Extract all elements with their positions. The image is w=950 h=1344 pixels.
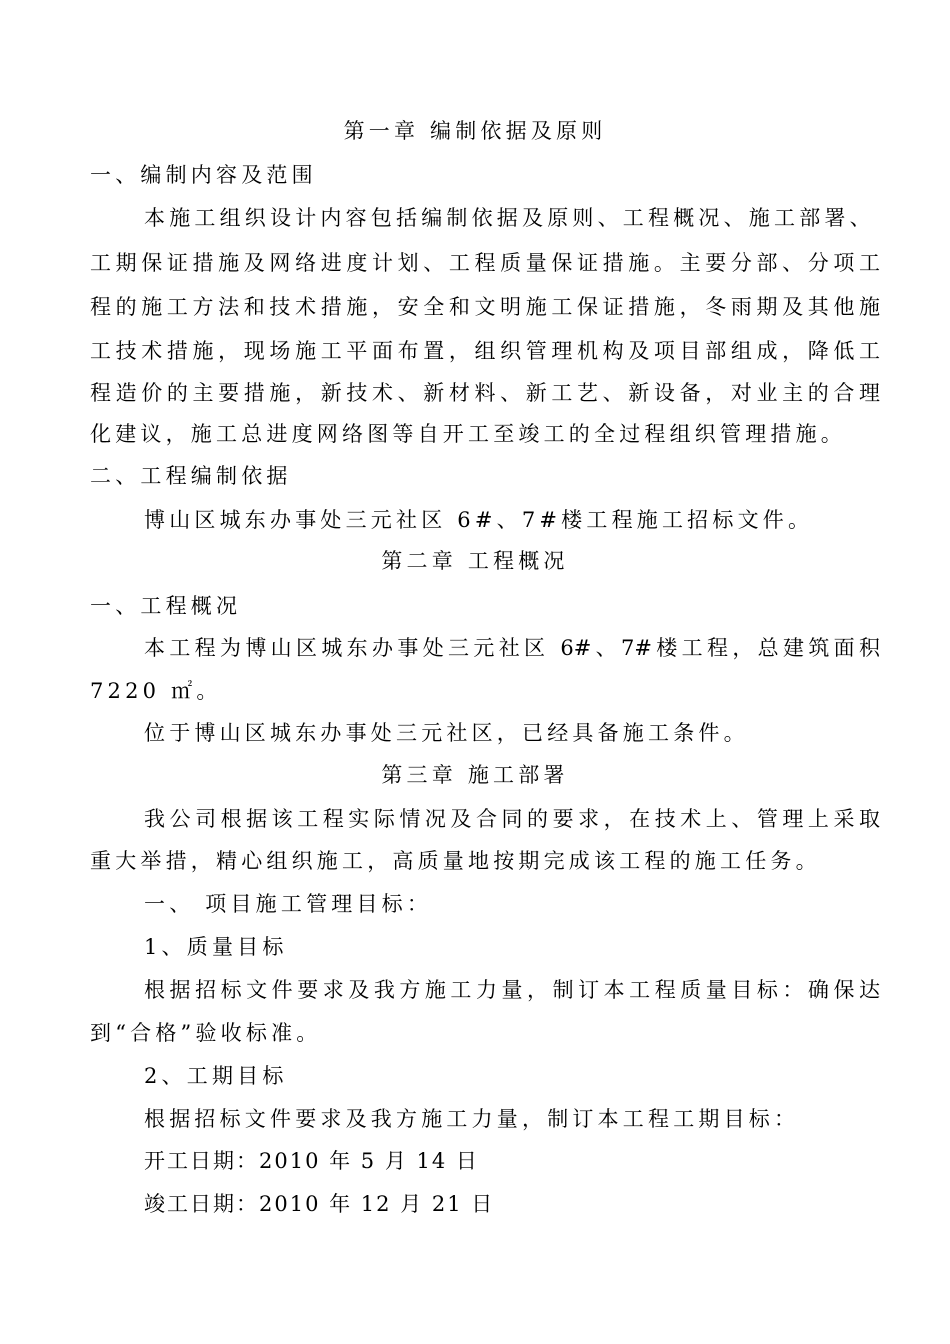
quality-goal-text-line: 根据招标文件要求及我方施工力量，制订本工程质量目标：确保达 — [144, 978, 880, 1002]
chapter1-paragraph-line: 程的施工方法和技术措施，安全和文明施工保证措施，冬雨期及其他施 — [90, 295, 880, 319]
chapter3-intro-line: 我公司根据该工程实际情况及合同的要求，在技术上、管理上采取 — [144, 807, 880, 831]
chapter1-section1-heading: 一、编制内容及范围 — [90, 163, 317, 187]
chapter2-paragraph-line: 本工程为博山区城东办事处三元社区 6#、7#楼工程，总建筑面积 — [144, 636, 880, 660]
chapter2-paragraph-line: 7220 ㎡。 — [90, 679, 222, 703]
chapter3-section1-heading: 一、 项目施工管理目标： — [144, 892, 433, 916]
end-date: 竣工日期：2010 年 12 月 21 日 — [144, 1192, 495, 1216]
chapter1-paragraph-line: 程造价的主要措施，新技术、新材料、新工艺、新设备，对业主的合理 — [90, 381, 880, 405]
chapter3-title: 第三章 施工部署 — [381, 763, 569, 787]
chapter3-intro-line: 重大举措，精心组织施工，高质量地按期完成该工程的施工任务。 — [90, 849, 821, 873]
chapter1-paragraph-line: 工期保证措施及网络进度计划、工程质量保证措施。主要分部、分项工 — [90, 251, 880, 275]
quality-goal-text-line: 到“合格”验收标准。 — [90, 1021, 322, 1045]
chapter1-section2-paragraph: 博山区城东办事处三元社区 6#、7#楼工程施工招标文件。 — [144, 508, 814, 532]
quality-goal-heading: 1、质量目标 — [144, 935, 288, 959]
chapter1-paragraph-line: 本施工组织设计内容包括编制依据及原则、工程概况、施工部署、 — [144, 206, 875, 230]
chapter1-title: 第一章 编制依据及原则 — [343, 119, 607, 143]
chapter2-section1-heading: 一、工程概况 — [90, 594, 242, 618]
start-date: 开工日期：2010 年 5 月 14 日 — [144, 1149, 479, 1173]
schedule-goal-heading: 2、工期目标 — [144, 1064, 288, 1088]
chapter2-paragraph2: 位于博山区城东办事处三元社区，已经具备施工条件。 — [144, 721, 749, 745]
chapter2-title: 第二章 工程概况 — [381, 549, 569, 573]
schedule-goal-text: 根据招标文件要求及我方施工力量，制订本工程工期目标： — [144, 1107, 800, 1131]
chapter1-paragraph-line: 工技术措施，现场施工平面布置，组织管理机构及项目部组成，降低工 — [90, 339, 880, 363]
chapter1-section2-heading: 二、工程编制依据 — [90, 464, 292, 488]
chapter1-paragraph-line: 化建议，施工总进度网络图等自开工至竣工的全过程组织管理措施。 — [90, 422, 846, 446]
